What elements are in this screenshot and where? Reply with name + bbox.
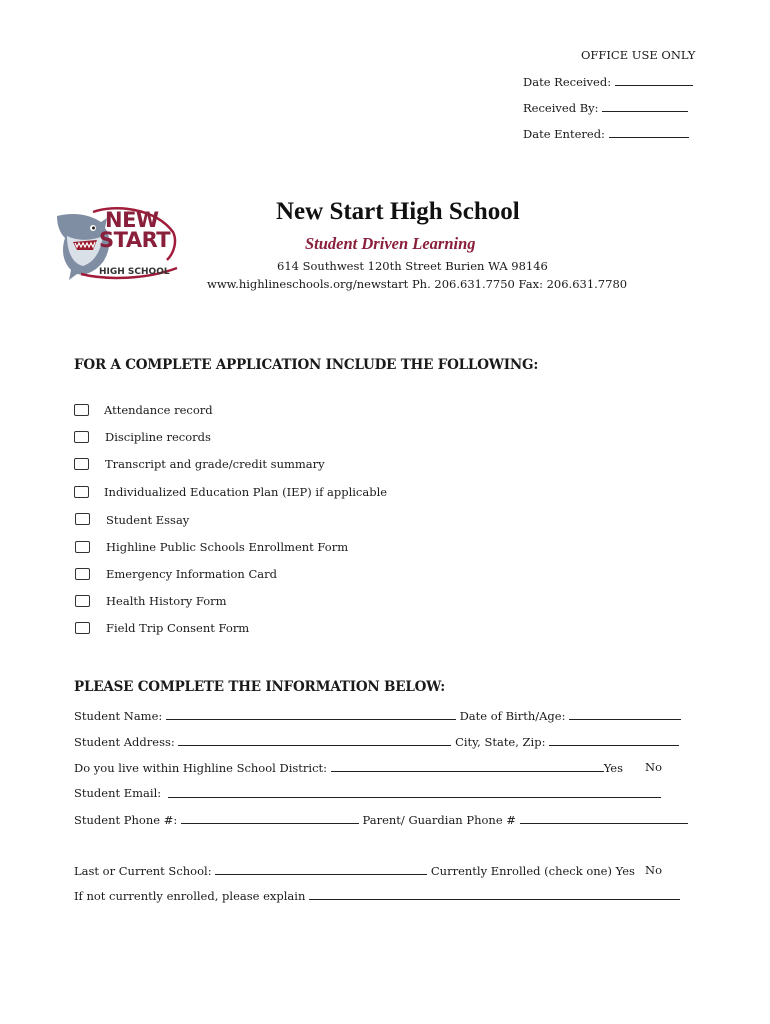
school-tagline: Student Driven Learning	[305, 234, 476, 253]
checkbox-field-trip[interactable]	[75, 622, 90, 634]
school-address: 614 Southwest 120th Street Burien WA 98146	[277, 259, 548, 273]
checkbox-health-history[interactable]	[75, 595, 90, 607]
parent-phone-input[interactable]	[520, 812, 688, 824]
checklist-item: Transcript and grade/credit summary	[105, 457, 325, 471]
received-by-line[interactable]	[602, 100, 688, 112]
date-entered-line[interactable]	[609, 126, 689, 138]
city-state-zip-label: City, State, Zip:	[455, 735, 546, 749]
checklist-item: Individualized Education Plan (IEP) if applicable	[104, 485, 388, 499]
currently-enrolled-yes-option[interactable]: Currently Enrolled (check one) Yes	[430, 864, 635, 878]
city-state-zip-input[interactable]	[549, 734, 679, 746]
phone-row	[74, 812, 688, 827]
checkbox-enrollment-form[interactable]	[75, 541, 90, 553]
checklist-item: Emergency Information Card	[106, 567, 277, 581]
student-email-label: Student Email:	[74, 786, 162, 800]
student-address-row	[74, 734, 679, 749]
logo-text-new: NEW	[105, 208, 159, 232]
student-address-label: Student Address:	[74, 735, 175, 749]
received-by-label: Received By:	[523, 101, 599, 115]
school-contact: www.highlineschools.org/newstart Ph. 206.631.7750 Fax: 206.631.7780	[207, 277, 628, 291]
office-use-heading: OFFICE USE ONLY	[581, 48, 696, 62]
last-school-row	[74, 863, 635, 878]
date-entered-label: Date Entered:	[523, 127, 605, 141]
checklist-heading: FOR A COMPLETE APPLICATION INCLUDE THE FOLLOWING:	[74, 357, 539, 373]
student-phone-input[interactable]	[181, 812, 359, 824]
checkbox-transcript[interactable]	[74, 458, 89, 470]
district-yes-option[interactable]: Yes	[603, 761, 623, 775]
checkbox-emergency-card[interactable]	[75, 568, 90, 580]
district-input[interactable]	[331, 760, 604, 772]
checkbox-essay[interactable]	[75, 513, 90, 525]
last-school-label: Last or Current School:	[74, 864, 212, 878]
checklist-item: Attendance record	[104, 403, 213, 417]
date-received-label: Date Received:	[523, 75, 612, 89]
dob-label: Date of Birth/Age:	[459, 709, 566, 723]
logo-text-high-school: HIGH SCHOOL	[99, 267, 170, 277]
checkbox-iep[interactable]	[74, 486, 89, 498]
received-by-field[interactable]	[523, 100, 688, 115]
explain-row	[74, 888, 680, 903]
date-received-field[interactable]	[523, 74, 693, 89]
district-no-option[interactable]: No	[645, 760, 662, 774]
student-address-input[interactable]	[178, 734, 451, 746]
checklist-item: Discipline records	[105, 430, 211, 444]
student-name-label: Student Name:	[74, 709, 163, 723]
student-name-input[interactable]	[166, 708, 456, 720]
explain-label: If not currently enrolled, please explain	[74, 889, 306, 903]
checkbox-attendance[interactable]	[74, 404, 89, 416]
currently-enrolled-no-option[interactable]: No	[645, 863, 662, 877]
date-received-line[interactable]	[615, 74, 693, 86]
student-email-input[interactable]	[168, 797, 661, 798]
explain-input[interactable]	[309, 888, 680, 900]
checklist-item: Student Essay	[106, 513, 190, 527]
parent-phone-label: Parent/ Guardian Phone #	[362, 813, 516, 827]
district-row	[74, 760, 623, 775]
logo-text-start: START	[99, 228, 171, 252]
district-question-label: Do you live within Highline School District:	[74, 761, 328, 775]
checklist-item: Highline Public Schools Enrollment Form	[106, 540, 349, 554]
school-name: New Start High School	[276, 198, 520, 225]
dob-input[interactable]	[569, 708, 681, 720]
date-entered-field[interactable]	[523, 126, 689, 141]
checklist-item: Health History Form	[106, 594, 227, 608]
checklist-item: Field Trip Consent Form	[106, 621, 250, 635]
student-phone-label: Student Phone #:	[74, 813, 178, 827]
info-heading: PLEASE COMPLETE THE INFORMATION BELOW:	[74, 679, 445, 695]
school-logo	[55, 206, 180, 282]
checkbox-discipline[interactable]	[74, 431, 89, 443]
last-school-input[interactable]	[215, 863, 427, 875]
student-name-row	[74, 708, 681, 723]
